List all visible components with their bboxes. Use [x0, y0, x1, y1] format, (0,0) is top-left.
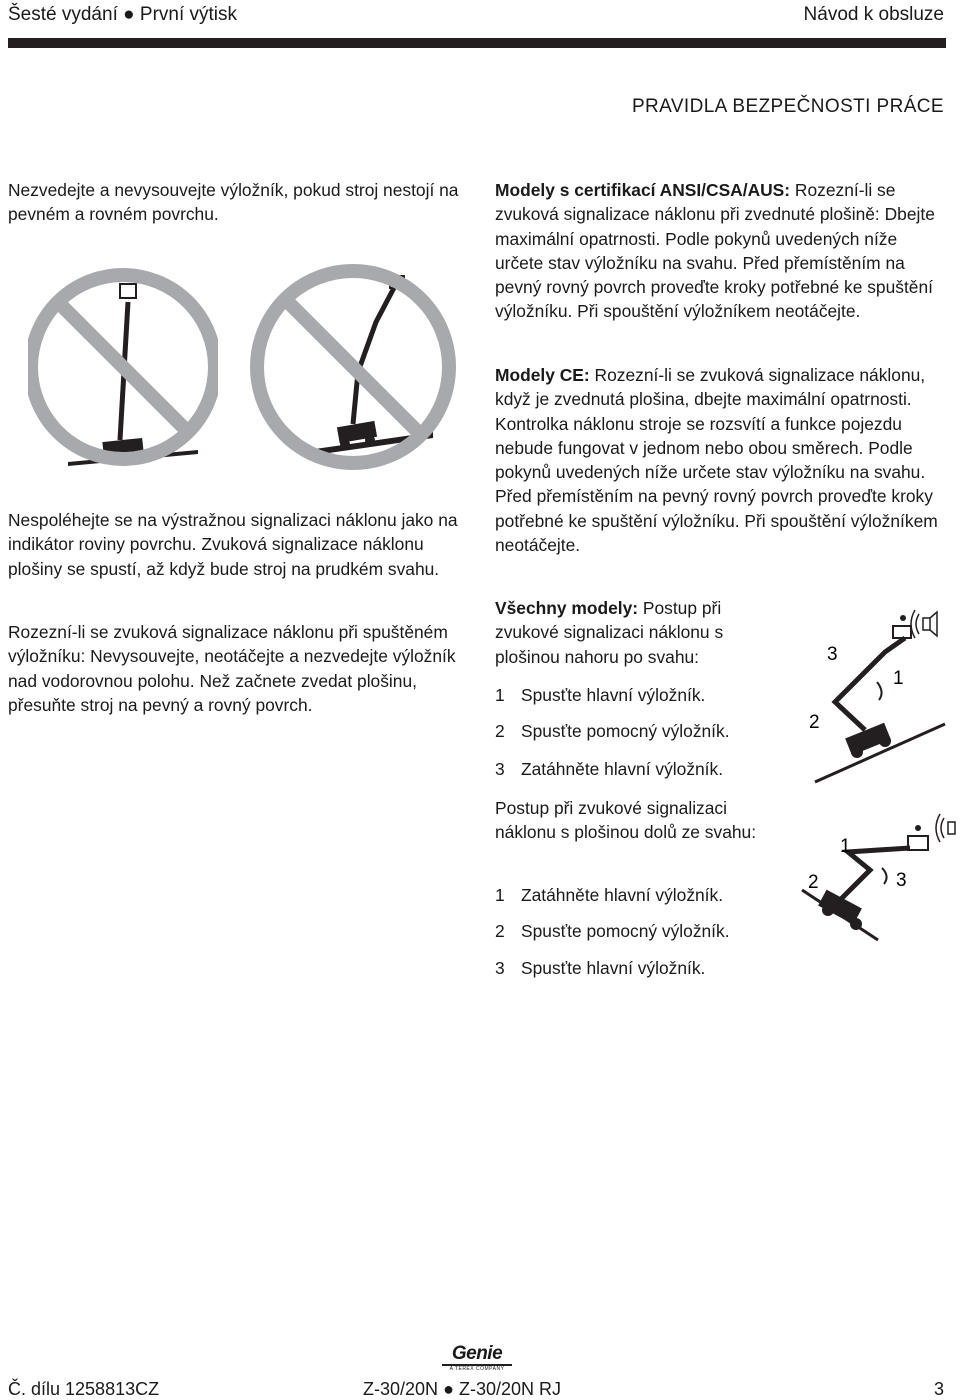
logo-tagline: A TEREX COMPANY: [449, 1366, 505, 1372]
genie-logo: [442, 1344, 512, 1373]
rotation-arrow: [877, 682, 882, 700]
step-up-1: 1 Spusťte hlavní výložník.: [495, 685, 706, 705]
right-paragraph-ansi: [495, 178, 945, 324]
diagram-platform-uphill: [805, 602, 955, 787]
section-title: PRAVIDLA BEZPEČNOSTI PRÁCE: [631, 96, 944, 117]
diagram-down-label-a: 1: [840, 836, 851, 857]
sound-alarm-icon: [936, 814, 955, 842]
sound-alarm-icon: [911, 610, 937, 638]
diagram-platform-downhill: [790, 810, 960, 945]
logo-brand: Genie: [442, 1344, 512, 1366]
diagram-down-label-b: 2: [808, 872, 819, 893]
step-down-2: 2 Spusťte pomocný výložník.: [495, 921, 730, 941]
footer-page-number: 3: [933, 1379, 944, 1399]
diagram-down-label-c: 3: [896, 870, 907, 891]
diagram-up-label-c: 2: [809, 712, 820, 733]
prohibition-tilted-boom-illustration-1: [28, 262, 218, 477]
all-models-text: Postup při zvukové signalizaci náklonu s plošinou nahoru po svahu:: [495, 598, 724, 667]
step-down-3: 3 Spusťte hlavní výložník.: [495, 958, 706, 978]
ce-heading: Modely CE:: [495, 365, 590, 385]
bullet-dot: ●: [123, 4, 135, 25]
diagram-up-label-b: 1: [893, 668, 904, 689]
footer-model-a: Z-30/20N: [363, 1379, 439, 1399]
ce-text: Rozezní-li se zvuková signalizace náklonu, když je zvednutá plošina, dbejte maximální opatrnosti. Kontrolka náklonu stroje se rozsvítí a funkce pojezdu nebude fungovat v jednom nebo obou směrech. Podle pokynů uvedených níže určete stav výložníku na svahu. Před přemístěním na pevný rovný povrch proveďte kroky potřebné ke spuštění výložníku. Při spouštění výložníkem neotáčejte.: [495, 365, 938, 556]
right-paragraph-all-models: [495, 596, 775, 669]
footer-part-number: Č. dílu 1258813CZ: [8, 1379, 160, 1399]
diagram-up-label-a: 3: [827, 644, 838, 665]
right-paragraph-ce: [495, 363, 945, 557]
printing-label: První výtisk: [139, 4, 238, 25]
header-right: Návod k obsluze: [803, 4, 944, 25]
step-up-3: 3 Zatáhněte hlavní výložník.: [495, 759, 724, 779]
left-paragraph-3: Rozezní-li se zvuková signalizace náklonu při spuštěném výložníku: Nevysouvejte, neotáčejte a nezvedejte výložník nad vodorovnou polohu. Než začnete zvedat plošinu, přesuňte stroj na pevný a rovný povrch.: [8, 622, 456, 715]
step-up-2: 2 Spusťte pomocný výložník.: [495, 721, 730, 741]
footer-model-b: Z-30/20N RJ: [458, 1379, 561, 1399]
header-rule: [8, 38, 946, 48]
bullet-dot: ●: [443, 1379, 454, 1399]
left-paragraph-1: Nezvedejte a nevysouvejte výložník, pokud stroj nestojí na pevném a rovném povrchu.: [8, 180, 459, 225]
rotation-arrow: [882, 868, 887, 884]
footer-models: [363, 1379, 561, 1400]
ansi-text: Rozezní-li se zvuková signalizace náklonu při zvednuté plošině: Dbejte maximální opatrnosti. Podle pokynů uvedených níže určete stav výložníku na svahu. Před přemístěním na pevný rovný povrch proveďte kroky potřebné ke spuštění výložníku. Při spouštění výložníkem neotáčejte.: [495, 180, 935, 322]
header-left: [8, 4, 237, 26]
left-paragraph-2: Nespoléhejte se na výstražnou signalizaci náklonu jako na indikátor roviny povrchu. Zvuková signalizace náklonu plošiny se spustí, až když bude stroj na prudkém svahu.: [8, 510, 458, 579]
edition-label: Šesté vydání: [8, 4, 118, 25]
prohibition-tilted-boom-illustration-2: [248, 262, 458, 477]
all-models-heading: Všechny modely:: [495, 598, 639, 618]
step-down-1: 1 Zatáhněte hlavní výložník.: [495, 885, 724, 905]
ansi-heading: Modely s certifikací ANSI/CSA/AUS:: [495, 180, 791, 200]
right-paragraph-downhill: Postup při zvukové signalizaci náklonu s plošinou dolů ze svahu:: [495, 798, 757, 843]
